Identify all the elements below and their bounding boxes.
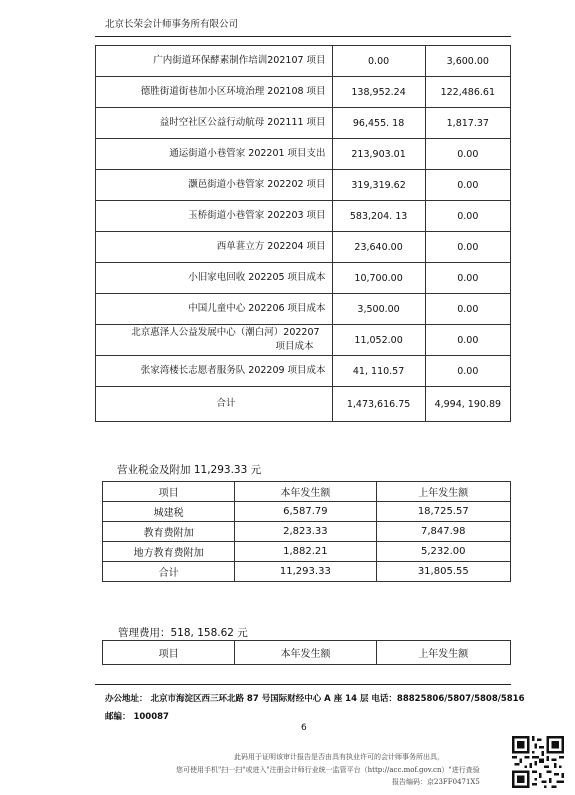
previous-year-cell: 7,847.98	[376, 522, 510, 542]
total-row	[96, 387, 511, 422]
header-previous: 上年发生额	[376, 482, 510, 502]
item-cell: 通运街道小巷管家 202201 项目支出	[96, 139, 333, 170]
previous-year-cell: 3,600.00	[425, 46, 510, 77]
table-row	[103, 542, 511, 562]
item-cell: 地方教育费附加	[103, 542, 235, 562]
previous-year-cell: 0.00	[425, 170, 510, 201]
current-year-cell: 6,587.79	[235, 502, 376, 522]
current-year-cell: 138,952.24	[332, 77, 425, 108]
previous-year-cell: 0.00	[425, 263, 510, 294]
table-row	[103, 522, 511, 542]
total-row	[103, 562, 511, 582]
item-cell: 德胜街道街巷加小区环境治理 202108 项目	[96, 77, 333, 108]
table-row	[96, 356, 511, 387]
current-year-cell: 41, 110.57	[332, 356, 425, 387]
header-current: 本年发生额	[235, 482, 376, 502]
total-previous: 31,805.55	[376, 562, 510, 582]
previous-year-cell: 0.00	[425, 325, 510, 356]
table-row	[96, 77, 511, 108]
total-current: 11,293.33	[235, 562, 376, 582]
previous-year-cell: 0.00	[425, 232, 510, 263]
current-year-cell: 11,052.00	[332, 325, 425, 356]
previous-year-cell: 0.00	[425, 356, 510, 387]
current-year-cell: 23,640.00	[332, 232, 425, 263]
table-row	[96, 108, 511, 139]
table-row	[96, 139, 511, 170]
header-previous: 上年发生额	[376, 641, 510, 665]
total-label: 合计	[103, 562, 235, 582]
verification-text-line-2: 您可使用手机"扫一扫"或进入"注册会计师行业统一监管平台（http://acc.mof.gov.cn）"进行查验	[176, 766, 480, 774]
current-year-cell: 1,882.21	[235, 542, 376, 562]
table-row	[96, 201, 511, 232]
header-current: 本年发生额	[235, 641, 376, 665]
item-cell: 中国儿童中心 202206 项目成本	[96, 294, 333, 325]
current-year-cell: 583,204. 13	[332, 201, 425, 232]
current-year-cell: 96,455. 18	[332, 108, 425, 139]
total-previous: 4,994, 190.89	[425, 387, 510, 422]
item-cell: 小旧家电回收 202205 项目成本	[96, 263, 333, 294]
tax-section-title: 营业税金及附加 11,293.33 元	[117, 464, 262, 476]
previous-year-cell: 0.00	[425, 139, 510, 170]
firm-name: 北京长荣会计师事务所有限公司	[105, 19, 239, 30]
verification-text-line-1: 此码用于证明该审计报告是否由具有执业许可的会计师事务所出具，	[234, 753, 444, 761]
item-cell: 西单葚立方 202204 项目	[96, 232, 333, 263]
total-label: 合计	[96, 387, 333, 422]
table-row	[103, 502, 511, 522]
footer-divider	[95, 684, 511, 685]
item-cell: 教育费附加	[103, 522, 235, 542]
item-cell: 城建税	[103, 502, 235, 522]
table-row	[96, 263, 511, 294]
previous-year-cell: 1,817.37	[425, 108, 510, 139]
item-line-1: 北京惠泽人公益发展中心（潮白河）202207	[131, 327, 320, 338]
previous-year-cell: 18,725.57	[376, 502, 510, 522]
table-row	[96, 294, 511, 325]
previous-year-cell: 0.00	[425, 201, 510, 232]
header-item: 项目	[103, 641, 235, 665]
item-cell: 玉桥街道小巷管家 202203 项目	[96, 201, 333, 232]
previous-year-cell: 0.00	[425, 294, 510, 325]
previous-year-cell: 5,232.00	[376, 542, 510, 562]
table-header-row	[103, 482, 511, 502]
table-row	[96, 46, 511, 77]
header-item: 项目	[103, 482, 235, 502]
table-row	[96, 325, 511, 356]
table-header-row	[103, 641, 511, 665]
current-year-cell: 10,700.00	[332, 263, 425, 294]
item-cell	[96, 325, 333, 356]
qr-code-icon	[512, 736, 564, 788]
header-divider	[95, 36, 511, 37]
table-row	[96, 170, 511, 201]
item-cell: 灏邑街道小巷管家 202202 项目	[96, 170, 333, 201]
admin-expense-table	[102, 640, 511, 665]
item-cell: 益时空社区公益行动航母 202111 项目	[96, 108, 333, 139]
current-year-cell: 3,500.00	[332, 294, 425, 325]
project-cost-table	[95, 45, 511, 422]
table-row	[96, 232, 511, 263]
item-cell: 广内街道环保酵素制作培训202107 项目	[96, 46, 333, 77]
office-address: 办公地址： 北京市海淀区西三环北路 87 号国际财经中心 A 座 14 层 电话：88825806/5807/5808/5816	[105, 694, 525, 704]
item-line-2: 项目成本	[275, 341, 314, 352]
current-year-cell: 0.00	[332, 46, 425, 77]
tax-table	[102, 481, 511, 582]
current-year-cell: 213,903.01	[332, 139, 425, 170]
total-current: 1,473,616.75	[332, 387, 425, 422]
report-code: 报告编码：京23FF0471X5	[392, 778, 480, 786]
item-cell: 张家湾楼长志愿者服务队 202209 项目成本	[96, 356, 333, 387]
previous-year-cell: 122,486.61	[425, 77, 510, 108]
page-number: 6	[301, 723, 307, 733]
current-year-cell: 2,823.33	[235, 522, 376, 542]
postal-code: 邮编： 100087	[105, 712, 169, 722]
current-year-cell: 319,319.62	[332, 170, 425, 201]
admin-expense-title: 管理费用：518, 158.62 元	[118, 627, 248, 639]
